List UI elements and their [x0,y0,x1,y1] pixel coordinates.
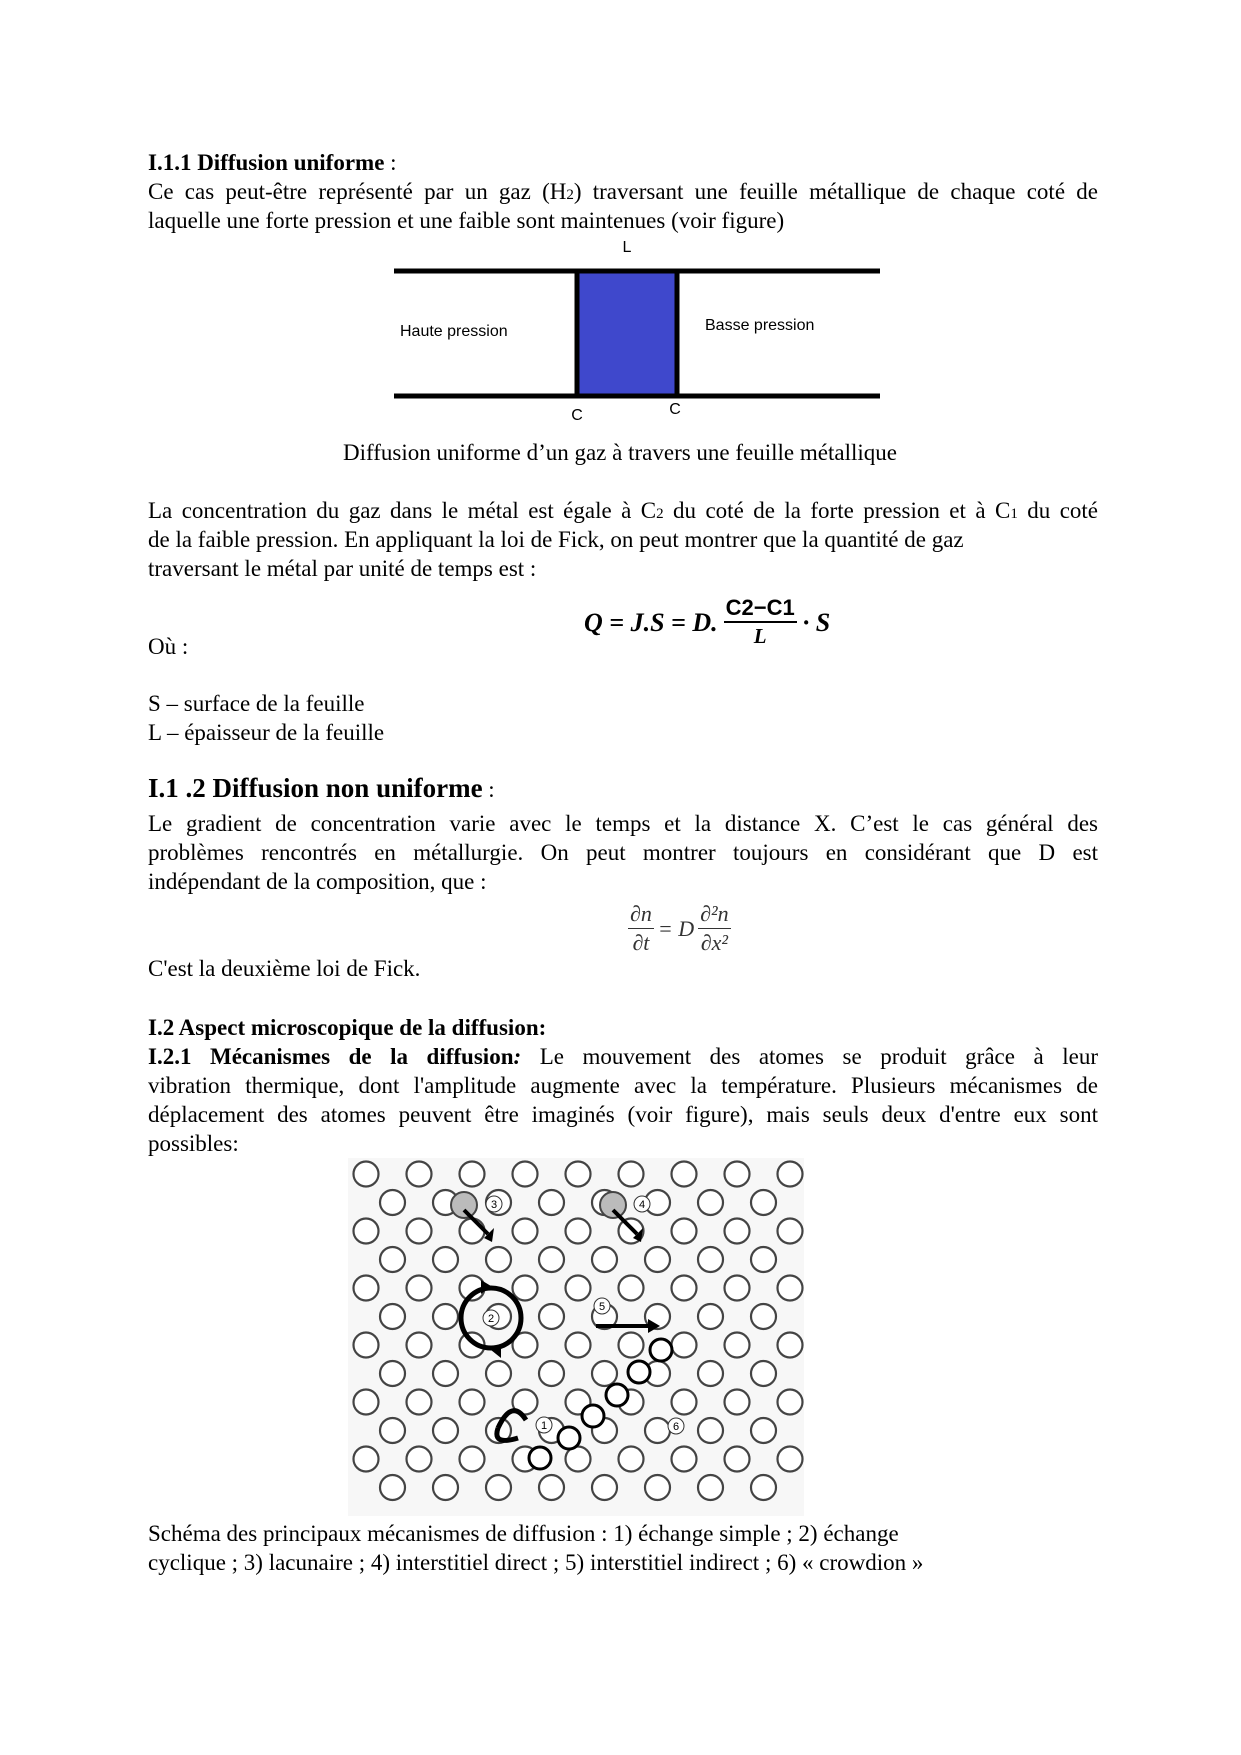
lattice-atom [539,1475,564,1500]
subscript: 1 [1010,506,1018,522]
subscript: 2 [656,506,664,522]
lattice-atom [672,1219,697,1244]
number-2: 2 [487,1313,495,1325]
figure-caption-2-line2: cyclique ; 3) lacunaire ; 4) interstitiel direct ; 5) interstitiel indirect ; 6) « crowdion » [148,1550,924,1575]
lattice-atom [725,1219,750,1244]
frac-left-den: ∂t [632,930,650,955]
heading-text: I.1.1 Diffusion uniforme [148,150,385,175]
interstitial-direct-atom [600,1192,626,1218]
paragraph-line: problèmes rencontrés en métallurgie. On peut montrer toujours en considérant que D est [148,840,1098,865]
section-heading-uniform [148,148,1098,177]
uniform-diffusion-figure [380,234,880,434]
label-c-left: C [571,407,583,424]
lattice-atom [380,1190,405,1215]
number-5: 5 [598,1301,606,1313]
lattice-atom [778,1333,803,1358]
heading-suffix: : [482,777,495,802]
lattice-atom [380,1418,405,1443]
lattice-atom [539,1361,564,1386]
lattice-atom [778,1276,803,1301]
definition-l: L – épaisseur de la feuille [148,720,385,745]
lattice-atom [354,1219,379,1244]
label-high-pressure: Haute pression [400,323,508,340]
lattice-atom [407,1162,432,1187]
lattice-atom [751,1418,776,1443]
lattice-atom [672,1447,697,1472]
paragraph-line: indépendant de la composition, que : [148,869,487,894]
frac-right-den: ∂x² [700,930,728,955]
lattice-atom [539,1247,564,1272]
lattice-atom [672,1276,697,1301]
lattice-atom [433,1304,458,1329]
lattice-atom [725,1447,750,1472]
section-heading-microscopic: I.2 Aspect microscopique de la diffusion: [148,1015,547,1040]
text-run: Le mouvement des atomes se produit grâce à leur [521,1044,1098,1069]
lattice-atom [539,1190,564,1215]
paragraph-line: laquelle une forte pression et une faible sont maintenues (voir figure) [148,208,785,233]
lattice-atom [380,1304,405,1329]
frac-left [628,900,654,957]
paragraph-line: traversant le métal par unité de temps est : [148,556,537,581]
lattice-atom [619,1276,644,1301]
lattice-atom [486,1361,511,1386]
lattice-atom [592,1247,617,1272]
crowdion-atom [606,1384,628,1406]
section-heading-nonuniform [148,774,1098,804]
lattice-atom [698,1475,723,1500]
lattice-atom [354,1276,379,1301]
heading-text: I.1 .2 Diffusion non uniforme [148,773,483,803]
lattice-atom [751,1190,776,1215]
lattice-atom [698,1190,723,1215]
lattice-atom [698,1247,723,1272]
paragraph-line: possibles: [148,1131,239,1156]
lattice-atom [566,1333,591,1358]
heading-suffix: : [384,150,397,175]
subheading-colon: : [513,1044,522,1069]
lattice-atom [433,1247,458,1272]
lattice-atom [751,1247,776,1272]
paragraph-line: vibration thermique, dont l'amplitude augmente avec la température. Plusieurs mécanismes de [148,1073,1098,1098]
frac-left-num: ∂n [628,900,654,929]
subheading-text: I.2.1 Mécanismes de la diffusion [148,1044,514,1069]
lattice-atom [460,1162,485,1187]
formula-numerator: C2−C1 [724,595,797,623]
number-6: 6 [672,1421,680,1433]
lattice-atom [380,1475,405,1500]
crowdion-atom [529,1447,551,1469]
text-run: du coté de la forte pression et à C [663,498,1011,523]
lattice-atom [354,1447,379,1472]
lattice-atom [407,1447,432,1472]
lattice-atom [380,1361,405,1386]
lattice-atom [645,1475,670,1500]
lattice-atom [725,1390,750,1415]
text-run: du coté [1017,498,1098,523]
lattice-atom [778,1390,803,1415]
lattice-atom [433,1475,458,1500]
number-1: 1 [540,1420,548,1432]
lattice-atom [354,1390,379,1415]
lattice-atom [566,1276,591,1301]
formula-equals-d: = D [657,916,695,941]
lattice-atom [619,1162,644,1187]
lattice-atom [407,1333,432,1358]
label-L: L [622,239,632,256]
text-run: Ce cas peut-être représenté par un gaz (H [148,179,567,204]
definition-s: S – surface de la feuille [148,691,365,716]
lattice-atom [672,1333,697,1358]
lattice-atom [592,1361,617,1386]
lattice-atom [778,1219,803,1244]
metal-sheet [577,271,677,396]
lattice-atom [566,1162,591,1187]
number-3: 3 [490,1199,498,1211]
text-run: La concentration du gaz dans le métal est égale à C [148,498,657,523]
paragraph-line: déplacement des atomes peuvent être imaginés (voir figure), mais seuls deux d'entre eux sont [148,1102,1098,1127]
figure-caption-2-line1: Schéma des principaux mécanismes de diffusion : 1) échange simple ; 2) échange [148,1521,899,1546]
lattice-atom [486,1247,511,1272]
crowdion-atom [558,1427,580,1449]
paragraph-line: Le gradient de concentration varie avec le temps et la distance X. C’est le cas général des [148,811,1098,836]
crowdion-atom [650,1339,672,1361]
lattice-atom [566,1219,591,1244]
lattice-atom [486,1475,511,1500]
lattice-atom [513,1219,538,1244]
lattice-atom [751,1304,776,1329]
paragraph-line [148,1042,1098,1071]
figure-caption-1: Diffusion uniforme d’un gaz à travers une feuille métallique [343,440,897,465]
crowdion-atom [582,1405,604,1427]
lattice-atom [778,1447,803,1472]
paragraph-line: de la faible pression. En appliquant la loi de Fick, on peut montrer que la quantité de gaz [148,527,964,552]
lattice-atom [513,1276,538,1301]
lattice-atom [725,1162,750,1187]
frac-right-num: ∂²n [698,900,730,929]
formula-rhs: · S [802,607,831,637]
lattice-atom [698,1304,723,1329]
lattice-atom [460,1447,485,1472]
lattice-atom [672,1390,697,1415]
lattice-atom [645,1418,670,1443]
fick-second-law-formula [628,900,731,957]
lattice-atom [698,1361,723,1386]
lattice-atom [592,1475,617,1500]
lattice-atom [354,1162,379,1187]
lattice-atom [433,1418,458,1443]
lattice-atom [645,1247,670,1272]
lattice-atom [407,1276,432,1301]
label-c-right: C [669,401,681,418]
lattice-atom [619,1447,644,1472]
diffusion-mechanisms-figure [348,1158,804,1516]
crowdion-atom [628,1361,650,1383]
subscript: 2 [566,187,574,203]
lattice-atom [407,1219,432,1244]
number-4: 4 [638,1199,646,1211]
lattice-atom [460,1219,485,1244]
lattice-atom [433,1361,458,1386]
formula-denominator: L [753,624,767,648]
lattice-atom [354,1333,379,1358]
lattice-atom [778,1162,803,1187]
lattice-atom [672,1162,697,1187]
lattice-atom [698,1418,723,1443]
fick-second-law-text: C'est la deuxième loi de Fick. [148,956,421,981]
lattice-atom [751,1361,776,1386]
lattice-atom [725,1333,750,1358]
lattice-atom [380,1247,405,1272]
lattice-atom [751,1475,776,1500]
lattice-atom [619,1333,644,1358]
where-label: Où : [148,634,189,659]
lattice-atom [539,1304,564,1329]
lattice-atom [407,1390,432,1415]
text-run: ) traversant une feuille métallique de chaque coté de [573,179,1098,204]
lattice-atom [513,1162,538,1187]
label-low-pressure: Basse pression [705,317,815,334]
lattice-atom [460,1390,485,1415]
frac-right [698,900,730,957]
lattice-atom [725,1276,750,1301]
vacancy-atom [451,1192,477,1218]
formula-lhs: Q = J.S = D. [584,607,718,637]
